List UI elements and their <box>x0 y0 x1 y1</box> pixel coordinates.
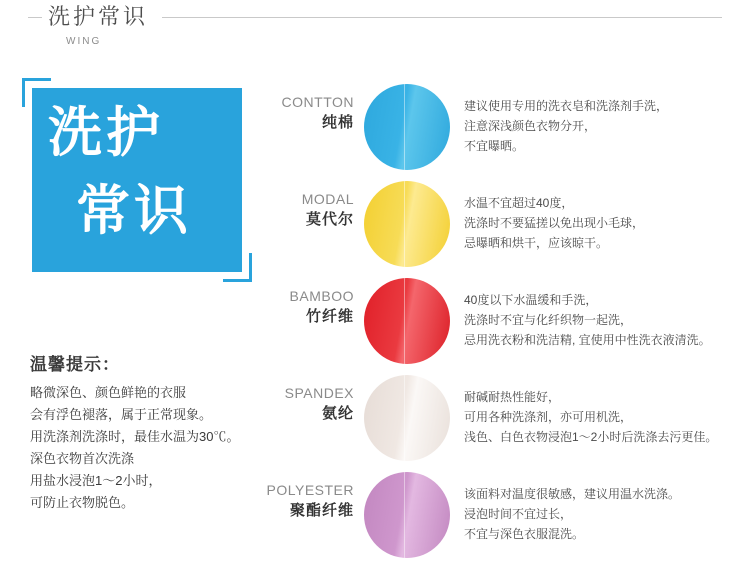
fabric-note: 浅色、白色衣物浸泡1～2小时后洗涤去污更佳。 <box>464 430 718 444</box>
fabric-label <box>252 189 354 230</box>
hero-line-2: 常识 <box>76 181 192 241</box>
tips-line: 用洗涤剂洗涤时，最佳水温为30℃。 <box>30 429 240 444</box>
fabric-care-notes <box>464 193 750 253</box>
fabric-note: 40度以下水温缓和手洗， <box>464 293 598 307</box>
hero-banner <box>32 88 242 272</box>
hero-corner-top-left <box>22 78 51 107</box>
fabric-note: 注意深浅颜色衣物分开， <box>464 119 597 133</box>
hero-line-1: 洗护 <box>48 103 164 163</box>
fabric-name-en: MODAL <box>301 191 354 207</box>
tips-title: 温馨提示： <box>30 355 120 374</box>
fabric-name-cn: 聚酯纤维 <box>289 502 354 519</box>
fabric-care-notes <box>464 290 750 350</box>
fabric-row <box>252 472 750 569</box>
fabric-swatch-cotton <box>364 84 450 170</box>
tips-line: 略微深色、颜色鲜艳的衣服 <box>30 385 187 400</box>
fabric-note: 忌用洗衣粉和洗洁精, 宜使用中性洗衣液清洗。 <box>464 333 711 347</box>
fabric-name-en: SPANDEX <box>284 385 354 401</box>
fabric-note: 耐碱耐热性能好， <box>464 390 561 404</box>
fabric-label <box>252 286 354 327</box>
fabric-row <box>252 84 750 181</box>
hero-corner-bottom-right <box>223 253 252 282</box>
fabric-name-cn: 氨纶 <box>321 405 354 422</box>
tips-line: 会有浮色褪落，属于正常现象。 <box>30 407 213 422</box>
fabric-note: 洗涤时不要猛搓以免出现小毛球， <box>464 216 645 230</box>
fabric-row <box>252 181 750 278</box>
fabric-note: 可用各种洗涤剂，亦可用机洗， <box>464 410 633 424</box>
tips-block <box>30 350 270 514</box>
page-title: 洗护常识 <box>48 4 149 29</box>
fabric-note: 忌曝晒和烘干，应该晾干。 <box>464 236 609 250</box>
fabric-swatch-bamboo <box>364 278 450 364</box>
tips-line: 深色衣物首次洗涤 <box>30 451 135 466</box>
fabric-row <box>252 375 750 472</box>
fabric-list <box>252 84 750 569</box>
fabric-name-cn: 竹纤维 <box>305 308 354 325</box>
fabric-note: 水温不宜超过40度， <box>464 196 574 210</box>
header-title-wrap <box>42 0 162 34</box>
fabric-swatch-modal <box>364 181 450 267</box>
fabric-care-notes <box>464 387 750 447</box>
fabric-label <box>252 480 354 521</box>
page-header <box>0 0 750 62</box>
fabric-row <box>252 278 750 375</box>
fabric-label <box>252 92 354 133</box>
fabric-name-cn: 纯棉 <box>321 114 354 131</box>
fabric-note: 不宜与深色衣服混洗。 <box>464 527 585 541</box>
fabric-name-en: POLYESTER <box>266 482 354 498</box>
fabric-note: 不宜曝晒。 <box>464 139 525 153</box>
fabric-label <box>252 383 354 424</box>
fabric-care-notes <box>464 484 750 544</box>
fabric-note: 浸泡时间不宜过长， <box>464 507 573 521</box>
fabric-note: 洗涤时不宜与化纤织物一起洗， <box>464 313 633 327</box>
fabric-care-notes <box>464 96 750 156</box>
fabric-name-cn: 莫代尔 <box>305 211 354 228</box>
fabric-swatch-polyester <box>364 472 450 558</box>
fabric-note: 该面料对温度很敏感，建议用温水洗涤。 <box>464 487 681 501</box>
header-subtitle: WING <box>66 36 102 47</box>
fabric-name-en: BAMBOO <box>289 288 354 304</box>
tips-line: 用盐水浸泡1～2小时， <box>30 473 162 488</box>
fabric-note: 建议使用专用的洗衣皂和洗涤剂手洗， <box>464 99 669 113</box>
tips-line: 可防止衣物脱色。 <box>30 495 135 510</box>
fabric-swatch-spandex <box>364 375 450 461</box>
fabric-name-en: CONTTON <box>281 94 354 110</box>
